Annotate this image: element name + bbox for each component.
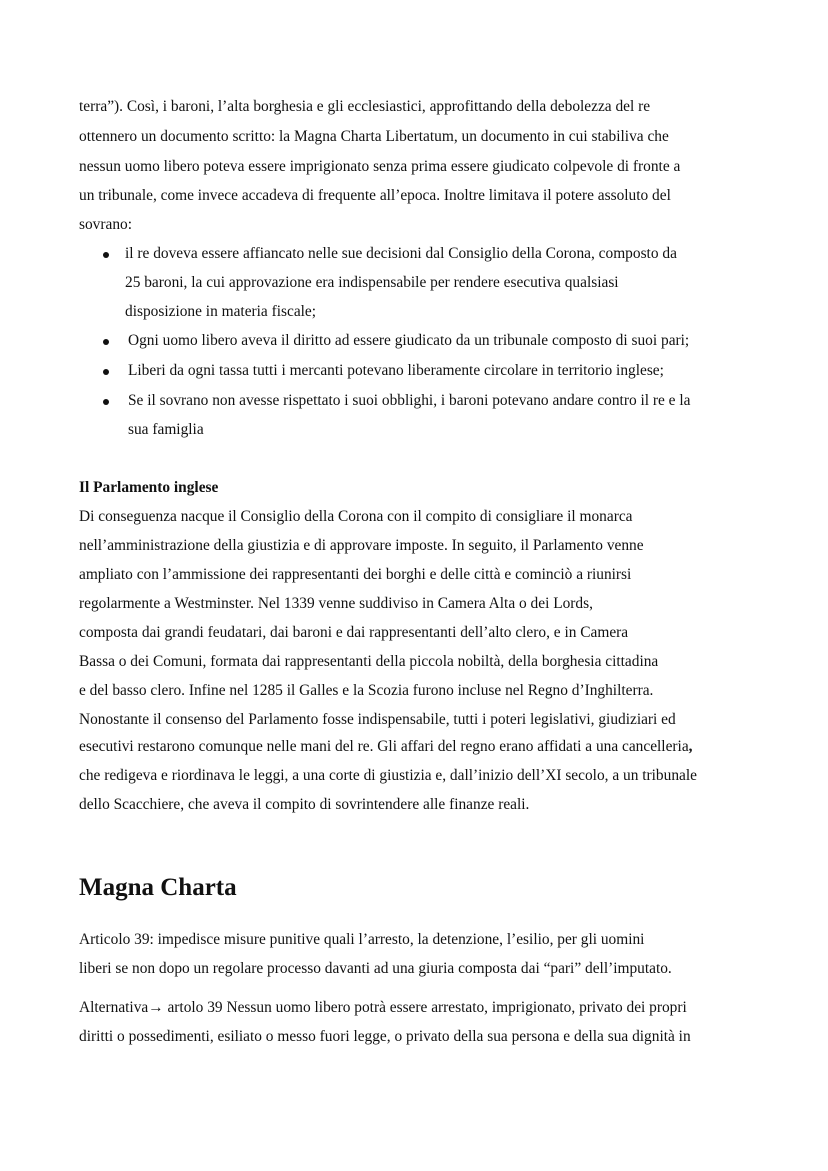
bullet-icon xyxy=(103,399,109,405)
intro-line: terra”). Così, i baroni, l’alta borghesia e gli ecclesiastici, approfittando della debolezza del re xyxy=(79,98,651,115)
intro-line: nessun uomo libero poteva essere imprigionato senza prima essere giudicato colpevole di fronte a xyxy=(79,158,681,175)
article-line: Articolo 39: impedisce misure punitive quali l’arresto, la detenzione, l’esilio, per gli uomini xyxy=(79,931,645,948)
bullet-icon xyxy=(103,369,109,375)
parliament-line-text: esecutivi restarono comunque nelle mani del re. Gli affari del regno erano affidati a una cancelleria xyxy=(79,738,689,755)
parliament-line: dello Scacchiere, che aveva il compito di sovrintendere alle finanze reali. xyxy=(79,796,530,813)
section-title: Magna Charta xyxy=(79,874,237,901)
bullet-item-line: Liberi da ogni tassa tutti i mercanti potevano liberamente circolare in territorio inglese; xyxy=(128,362,664,379)
parliament-line: Nonostante il consenso del Parlamento fosse indispensabile, tutti i poteri legislativi, giudiziari ed xyxy=(79,711,676,728)
bullet-item-line: il re doveva essere affiancato nelle sue decisioni dal Consiglio della Corona, composto da xyxy=(125,245,677,262)
bullet-icon xyxy=(103,339,109,345)
parliament-line: e del basso clero. Infine nel 1285 il Galles e la Scozia furono incluse nel Regno d’Inghilterra. xyxy=(79,682,654,699)
bullet-item-line: 25 baroni, la cui approvazione era indispensabile per rendere esecutiva qualsiasi xyxy=(125,274,619,291)
parliament-line: nell’amministrazione della giustizia e di approvare imposte. In seguito, il Parlamento venne xyxy=(79,537,644,554)
arrow-icon: → xyxy=(148,999,164,1016)
bullet-icon xyxy=(103,252,109,258)
parliament-line: che redigeva e riordinava le leggi, a una corte di giustizia e, dall’inizio dell’XI secolo, a un tribunale xyxy=(79,767,697,784)
section-heading: Il Parlamento inglese xyxy=(79,479,219,496)
parliament-line: Bassa o dei Comuni, formata dai rappresentanti della piccola nobiltà, della borghesia cittadina xyxy=(79,653,659,670)
parliament-line: composta dai grandi feudatari, dai baroni e dai rappresentanti dell’alto clero, e in Camera xyxy=(79,624,629,641)
parliament-line xyxy=(79,737,693,757)
intro-line: un tribunale, come invece accadeva di frequente all’epoca. Inoltre limitava il potere assoluto del xyxy=(79,187,671,204)
bullet-item-line: disposizione in materia fiscale; xyxy=(125,303,317,320)
intro-line: ottennero un documento scritto: la Magna Charta Libertatum, un documento in cui stabiliva che xyxy=(79,128,669,145)
alternative-line: diritti o possedimenti, esiliato o messo fuori legge, o privato della sua persona e della sua dignità in xyxy=(79,1028,691,1045)
intro-line: sovrano: xyxy=(79,216,133,233)
article-line: liberi se non dopo un regolare processo davanti ad una giuria composta dai “pari” dell’imputato. xyxy=(79,960,672,977)
parliament-line: ampliato con l’ammissione dei rappresentanti dei borghi e delle città e cominciò a riunirsi xyxy=(79,566,632,583)
parliament-line: Di conseguenza nacque il Consiglio della Corona con il compito di consigliare il monarca xyxy=(79,508,633,525)
bullet-item-line: Ogni uomo libero aveva il diritto ad essere giudicato da un tribunale composto di suoi pari; xyxy=(128,332,690,349)
alternative-label: Alternativa xyxy=(79,999,149,1016)
alternative-text: artolo 39 Nessun uomo libero potrà essere arrestato, imprigionato, privato dei propri xyxy=(163,999,687,1016)
bold-comma: , xyxy=(688,738,693,755)
parliament-line: regolarmente a Westminster. Nel 1339 venne suddiviso in Camera Alta o dei Lords, xyxy=(79,595,593,612)
alternative-line xyxy=(79,998,687,1018)
bullet-item-line: sua famiglia xyxy=(128,421,204,438)
bullet-item-line: Se il sovrano non avesse rispettato i suoi obblighi, i baroni potevano andare contro il re e la xyxy=(128,392,691,409)
